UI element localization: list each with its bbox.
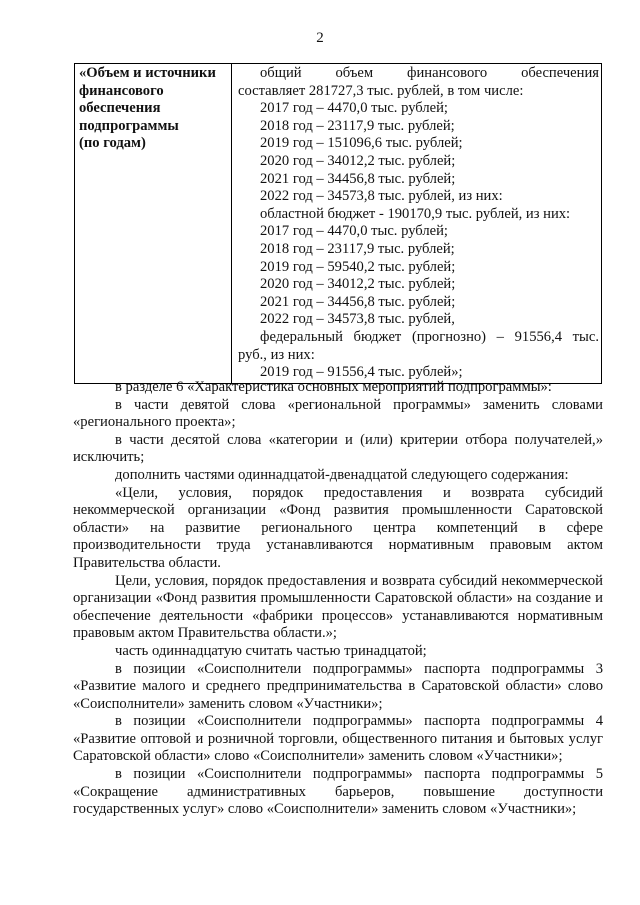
financing-value-line: 2017 год – 4470,0 тыс. рублей; [260,223,448,240]
financing-value-line: 2017 год – 4470,0 тыс. рублей; [260,100,448,117]
body-paragraph: дополнить частями одиннадцатой-двенадцатой следующего содержания: [115,466,569,483]
financing-value-line: 2018 год – 23117,9 тыс. рублей; [260,117,455,134]
body-paragraph: в разделе 6 «Характеристика основных мероприятий подпрограммы»: [115,379,552,395]
financing-value-line: составляет 281727,3 тыс. рублей, в том числе: [238,82,524,99]
financing-value-line: 2019 год – 91556,4 тыс. рублей»; [260,364,463,381]
financing-value-line: 2020 год – 34012,2 тыс. рублей; [260,152,456,169]
body-paragraph: в части десятой слова «категории и (или) критерии отбора получателей,» исключить; [73,431,603,466]
body-paragraph: Цели, условия, порядок предоставления и возврата субсидий некоммерческой организации «Фонд развития промышленности Саратовской области» на создание и обеспечение деятельности «фабрики процессов» устанавливаются нормативным правовым актом Правительства области.»; [73,572,603,642]
financing-value-line: руб., из них: [238,346,315,363]
financing-value-line: 2022 год – 34573,8 тыс. рублей, из них: [260,188,503,205]
financing-value-line: общий объем финансового обеспечения [260,65,599,81]
body-paragraph: в позиции «Соисполнители подпрограммы» паспорта подпрограммы 3 «Развитие малого и среднего предпринимательства в Саратовской области» слово «Соисполнители» заменить словом «Участники»; [73,660,603,712]
financing-value-line: федеральный бюджет (прогнозно) – 91556,4 тыс. [260,328,599,345]
label-line: подпрограммы [79,117,179,134]
body-paragraph: в части девятой слова «региональной программы» заменить словами «регионального проекта»; [73,396,603,431]
body-paragraph: «Цели, условия, порядок предоставления и возврата субсидий некоммерческой организации «Фонд развития промышленности Саратовской области» на развитие регионального центра компетенций в сфере производительности труда устанавливаются нормативным правовым актом Правительства области. [73,484,603,571]
financing-value-line: 2019 год – 151096,6 тыс. рублей; [260,135,463,152]
label-line: финансового [79,82,164,99]
body-paragraph: часть одиннадцатую считать частью тринадцатой; [115,642,427,659]
page-number: 2 [316,30,324,46]
table-row [75,64,602,384]
label-line: «Объем и источники [79,65,216,81]
financing-value-line: областной бюджет - 190170,9 тыс. рублей, из них: [260,205,571,222]
financing-value-line: 2022 год – 34573,8 тыс. рублей, [260,311,455,328]
label-line: обеспечения [79,100,161,117]
label-line: (по годам) [79,135,146,152]
financing-value-line: 2018 год – 23117,9 тыс. рублей; [260,240,455,257]
body-paragraph: в позиции «Соисполнители подпрограммы» паспорта подпрограммы 5 «Сокращение административных барьеров, повышение доступности государственных услуг» слово «Соисполнители» заменить словом «Участники»; [73,766,603,818]
financing-value-line: 2021 год – 34456,8 тыс. рублей; [260,170,456,187]
financing-value-line: 2020 год – 34012,2 тыс. рублей; [260,276,456,293]
financing-label-cell [75,64,232,384]
financing-table [74,63,602,384]
body-paragraph: в позиции «Соисполнители подпрограммы» паспорта подпрограммы 4 «Развитие оптовой и розничной торговли, общественного питания и бытовых услуг Саратовской области» слово «Соисполнители» заменить словом «Участники»; [73,713,603,765]
financing-value-cell [232,64,602,384]
financing-value-line: 2021 год – 34456,8 тыс. рублей; [260,293,456,310]
document-body [73,379,603,819]
financing-value-line: 2019 год – 59540,2 тыс. рублей; [260,258,456,275]
